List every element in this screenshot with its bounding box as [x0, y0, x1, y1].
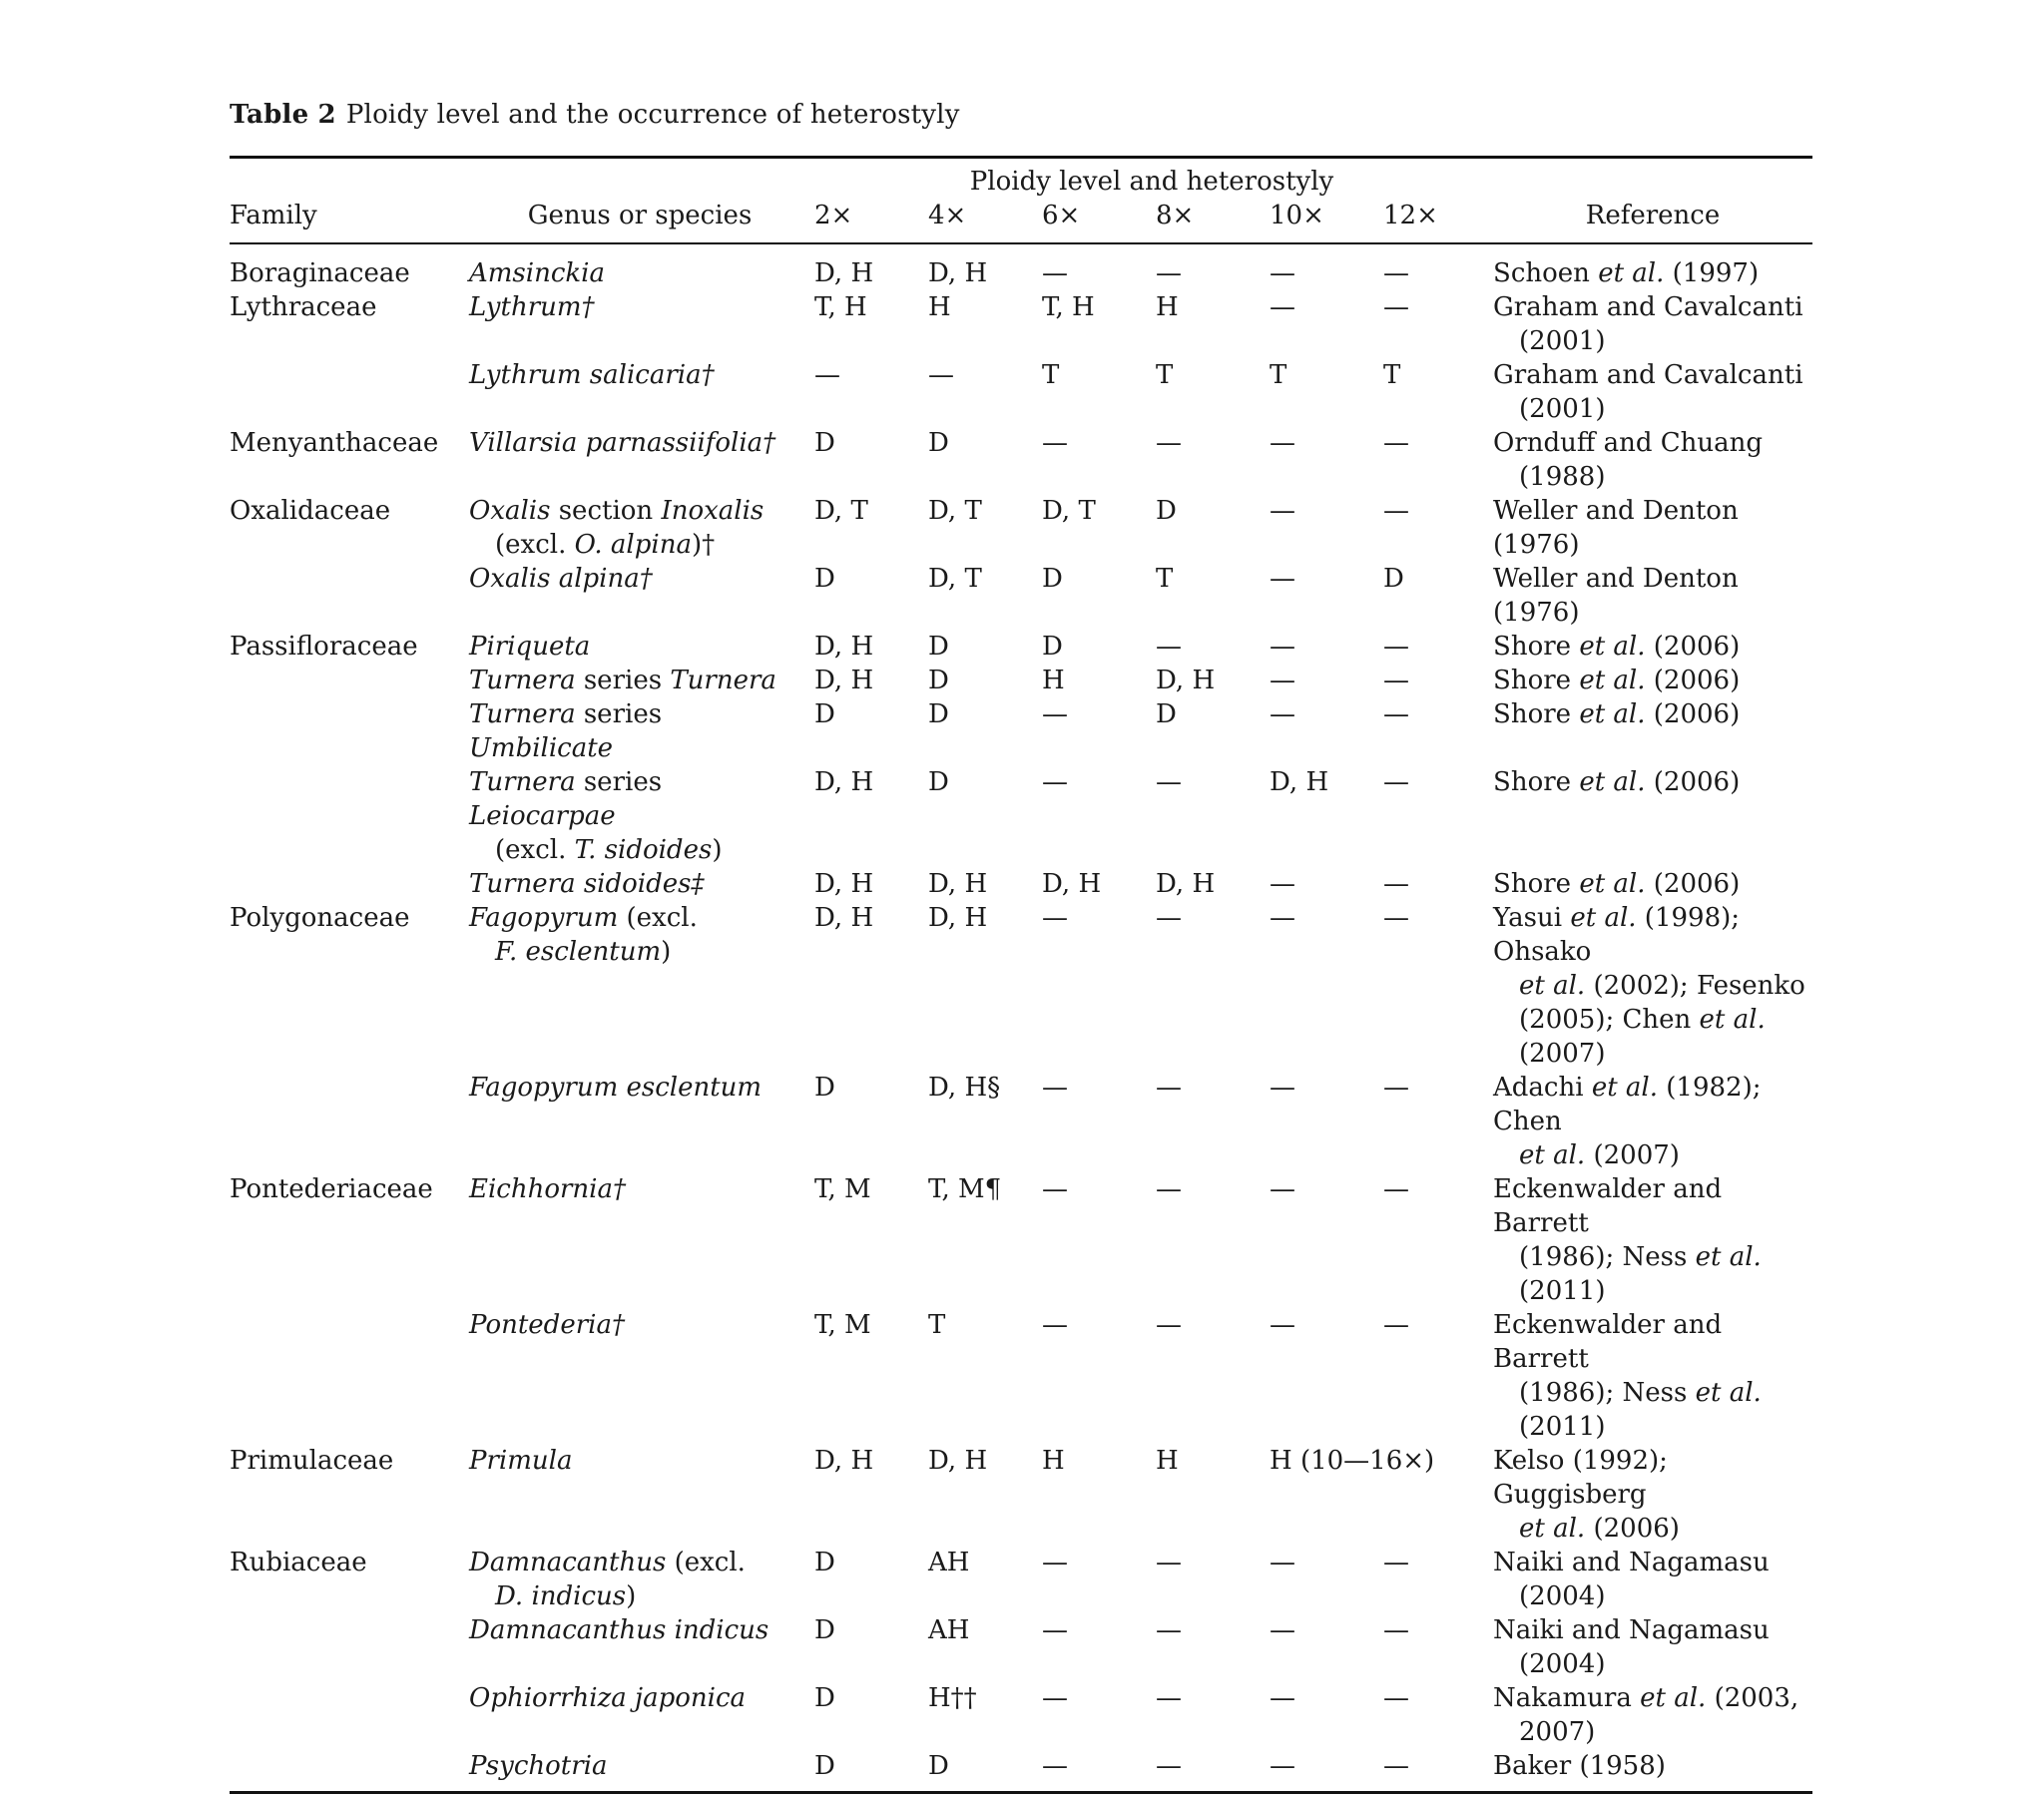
family-cell [230, 664, 469, 697]
ploidy-cell: — [1383, 767, 1409, 797]
family-cell: Pontederiaceae [230, 1174, 433, 1204]
ploidy-cell: D [814, 564, 835, 594]
ploidy-cell: — [1270, 1548, 1295, 1577]
ploidy-cell: — [1156, 428, 1182, 458]
reference-line: (1988) [1519, 462, 1606, 492]
reference-cell [1493, 358, 1812, 426]
reference-line: Adachi et al. (1982); Chen [1493, 1073, 1762, 1136]
ploidy-cell: — [1156, 1751, 1182, 1781]
header-ploidy-group: Ploidy level and heterostyly [969, 167, 1334, 197]
reference-cell [1493, 630, 1812, 664]
reference-line: (2004) [1519, 1581, 1606, 1611]
header-spacer [230, 159, 469, 199]
genus-line: (excl. T. sidoides) [495, 835, 723, 865]
family-cell [230, 1749, 469, 1791]
ploidy-cell: D, T [814, 496, 868, 526]
genus-line: Turnera series Leiocarpae [469, 767, 663, 831]
family-cell [230, 867, 469, 901]
genus-cell [469, 867, 810, 901]
ploidy-cell: D [814, 699, 835, 729]
ploidy-cell: D [928, 699, 949, 729]
ploidy-cell: T [1156, 564, 1174, 594]
ploidy-cell: D [814, 1615, 835, 1645]
genus-line: Primula [469, 1446, 573, 1476]
reference-line: Shore et al. (2006) [1493, 632, 1741, 662]
ploidy-cell: H (10—16×) [1270, 1446, 1435, 1476]
reference-line: (2005); Chen et al. (2007) [1519, 1005, 1766, 1069]
ploidy-cell: — [1270, 1073, 1295, 1103]
ploidy-cell: — [1270, 869, 1295, 899]
ploidy-cell: H [928, 292, 951, 322]
ploidy-cell: D [814, 1683, 835, 1713]
ploidy-cell: T [1156, 360, 1174, 390]
genus-cell [469, 562, 810, 630]
reference-cell [1493, 765, 1812, 867]
genus-cell [469, 901, 810, 1071]
ploidy-cell: D [1383, 564, 1404, 594]
ploidy-cell: D, T [928, 564, 982, 594]
header-genus: Genus or species [527, 201, 753, 230]
ploidy-cell: — [1042, 1751, 1068, 1781]
reference-line: Graham and Cavalcanti [1493, 292, 1803, 322]
reference-cell [1493, 426, 1812, 494]
ploidy-cell: — [1156, 1310, 1182, 1340]
ploidy-cell: D [1042, 564, 1063, 594]
ploidy-cell: — [1383, 1751, 1409, 1781]
table-row [230, 867, 1812, 901]
ploidy-cell: — [1156, 1615, 1182, 1645]
ploidy-cell: — [1042, 1548, 1068, 1577]
ploidy-cell: — [1156, 1683, 1182, 1713]
reference-line: Shore et al. (2006) [1493, 666, 1741, 695]
ploidy-cell: D, H [1156, 666, 1216, 695]
genus-line: F. esclentum) [495, 937, 672, 967]
ploidy-cell: AH [928, 1548, 970, 1577]
table-row [230, 426, 1812, 494]
genus-line: Damnacanthus indicus [469, 1615, 769, 1645]
reference-line: Weller and Denton (1976) [1493, 564, 1739, 628]
genus-line: D. indicus) [495, 1581, 637, 1611]
ploidy-table [230, 159, 1812, 1791]
genus-line: Ophiorrhiza japonica [469, 1683, 747, 1713]
reference-cell [1493, 1071, 1812, 1172]
ploidy-cell: D [1156, 496, 1177, 526]
genus-line: Fagopyrum esclentum [469, 1073, 763, 1103]
table-row [230, 765, 1812, 867]
ploidy-cell: D, H [814, 632, 874, 662]
ploidy-cell: T, M¶ [928, 1174, 1002, 1204]
header-10x: 10× [1270, 201, 1324, 230]
ploidy-cell: — [1270, 1683, 1295, 1713]
ploidy-cell: — [1383, 632, 1409, 662]
genus-cell [469, 1071, 810, 1172]
ploidy-cell: D, H [814, 869, 874, 899]
reference-cell [1493, 1546, 1812, 1613]
reference-line: Naiki and Nagamasu [1493, 1615, 1770, 1645]
ploidy-cell: D, H [928, 258, 988, 288]
ploidy-cell: D [814, 1751, 835, 1781]
reference-cell [1493, 1749, 1812, 1791]
reference-line: Yasui et al. (1998); Ohsako [1493, 903, 1741, 967]
ploidy-cell: — [1270, 564, 1295, 594]
reference-cell [1493, 494, 1812, 562]
genus-cell [469, 426, 810, 494]
genus-line: Lythrum† [469, 292, 595, 322]
header-2x: 2× [814, 201, 853, 230]
ploidy-cell: — [1156, 903, 1182, 933]
table-row [230, 290, 1812, 358]
reference-cell [1493, 697, 1812, 765]
ploidy-cell: — [1383, 666, 1409, 695]
ploidy-cell: T, H [814, 292, 867, 322]
ploidy-cell: — [1156, 632, 1182, 662]
reference-cell [1493, 562, 1812, 630]
ploidy-cell: D, H [928, 903, 988, 933]
ploidy-cell: D, H [1156, 869, 1216, 899]
reference-line: et al. (2007) [1519, 1140, 1680, 1170]
genus-cell [469, 1681, 810, 1749]
ploidy-cell: — [1270, 903, 1295, 933]
family-cell: Rubiaceae [230, 1548, 367, 1577]
reference-cell [1493, 867, 1812, 901]
genus-line: Amsinckia [469, 258, 605, 288]
ploidy-cell: — [1383, 428, 1409, 458]
ploidy-cell: T, H [1042, 292, 1095, 322]
ploidy-cell: D, H [1042, 869, 1102, 899]
reference-cell [1493, 1681, 1812, 1749]
reference-line: et al. (2006) [1519, 1514, 1680, 1544]
ploidy-cell: — [1042, 1683, 1068, 1713]
table-row [230, 664, 1812, 697]
ploidy-cell: D, H§ [928, 1073, 1001, 1103]
caption-title: Ploidy level and the occurrence of heterostyly [345, 100, 960, 130]
genus-cell [469, 358, 810, 426]
ploidy-cell: — [1383, 903, 1409, 933]
ploidy-cell: — [1042, 428, 1068, 458]
ploidy-cell: — [1042, 903, 1068, 933]
ploidy-cell: D [814, 428, 835, 458]
reference-line: et al. (2002); Fesenko [1519, 971, 1805, 1001]
table-row [230, 1546, 1812, 1613]
genus-line: Pontederia† [469, 1310, 625, 1340]
family-cell [230, 1308, 469, 1444]
ploidy-cell: — [1383, 699, 1409, 729]
ploidy-cell: T, M [814, 1174, 871, 1204]
ploidy-cell: D, H [814, 1446, 874, 1476]
ploidy-cell: D, T [1042, 496, 1096, 526]
ploidy-cell: — [1383, 496, 1409, 526]
ploidy-cell: — [928, 360, 954, 390]
ploidy-cell: — [1156, 767, 1182, 797]
genus-line: Turnera series Umbilicate [469, 699, 663, 763]
table-row [230, 1681, 1812, 1749]
ploidy-cell: — [1042, 1174, 1068, 1204]
reference-line: Baker (1958) [1493, 1751, 1666, 1781]
ploidy-cell: D [814, 1073, 835, 1103]
ploidy-cell: — [1270, 1615, 1295, 1645]
ploidy-cell: D [928, 632, 949, 662]
ploidy-cell: AH [928, 1615, 970, 1645]
table-row [230, 630, 1812, 664]
genus-cell [469, 1613, 810, 1681]
table-row [230, 244, 1812, 290]
ploidy-cell: D [1042, 632, 1063, 662]
ploidy-cell: — [1270, 292, 1295, 322]
ploidy-cell: — [1042, 699, 1068, 729]
ploidy-cell: D, H [928, 1446, 988, 1476]
genus-cell [469, 1172, 810, 1308]
family-cell [230, 1681, 469, 1749]
reference-line: 2007) [1519, 1717, 1596, 1747]
header-family: Family [230, 201, 317, 230]
ploidy-cell: D, H [814, 258, 874, 288]
reference-line: Eckenwalder and Barrett [1493, 1174, 1723, 1238]
ploidy-cell: — [1383, 1615, 1409, 1645]
ploidy-cell: T [1270, 360, 1287, 390]
genus-line: Damnacanthus (excl. [469, 1548, 746, 1577]
genus-cell [469, 697, 810, 765]
reference-line: Schoen et al. (1997) [1493, 258, 1760, 288]
family-cell: Primulaceae [230, 1446, 394, 1476]
genus-line: Turnera series Turnera [469, 666, 776, 695]
reference-cell [1493, 901, 1812, 1071]
ploidy-cell: — [1156, 1073, 1182, 1103]
header-reference: Reference [1585, 201, 1721, 230]
table-row [230, 901, 1812, 1071]
family-cell [230, 697, 469, 765]
genus-line: Villarsia parnassiifolia† [469, 428, 776, 458]
ploidy-cell: — [1383, 1310, 1409, 1340]
header-spacer [1493, 159, 1812, 199]
family-cell: Lythraceae [230, 292, 377, 322]
reference-cell [1493, 1444, 1812, 1546]
ploidy-cell: D, T [928, 496, 982, 526]
genus-cell [469, 1546, 810, 1613]
reference-line: Eckenwalder and Barrett [1493, 1310, 1723, 1374]
ploidy-cell: H [1042, 1446, 1065, 1476]
ploidy-cell: — [1156, 1548, 1182, 1577]
reference-line: (2001) [1519, 394, 1606, 424]
ploidy-cell: — [1270, 428, 1295, 458]
ploidy-cell: — [1383, 258, 1409, 288]
ploidy-cell: D, H [814, 767, 874, 797]
ploidy-cell: — [1270, 496, 1295, 526]
family-cell: Boraginaceae [230, 258, 410, 288]
genus-line: Turnera sidoides‡ [469, 869, 705, 899]
ploidy-cell: — [1383, 292, 1409, 322]
reference-cell [1493, 1172, 1812, 1308]
ploidy-cell: D [814, 1548, 835, 1577]
ploidy-cell: — [1270, 1174, 1295, 1204]
genus-line: (excl. O. alpina)† [495, 530, 716, 560]
caption-label: Table 2 [230, 100, 336, 130]
ploidy-cell: H [1156, 1446, 1179, 1476]
table-row [230, 697, 1812, 765]
reference-line: Weller and Denton (1976) [1493, 496, 1739, 560]
family-cell: Polygonaceae [230, 903, 410, 933]
reference-line: (1986); Ness et al. (2011) [1519, 1378, 1762, 1442]
ploidy-cell: D [928, 1751, 949, 1781]
table-row [230, 1071, 1812, 1172]
ploidy-cell: T [1383, 360, 1401, 390]
ploidy-cell: H [1156, 292, 1179, 322]
family-cell [230, 765, 469, 867]
genus-cell [469, 1749, 810, 1791]
ploidy-cell: T [928, 1310, 946, 1340]
ploidy-cell: T [1042, 360, 1060, 390]
reference-line: Graham and Cavalcanti [1493, 360, 1803, 390]
genus-line: Oxalis section Inoxalis [469, 496, 765, 526]
reference-cell [1493, 244, 1812, 290]
genus-cell [469, 1444, 810, 1546]
ploidy-cell: — [1270, 699, 1295, 729]
genus-cell [469, 630, 810, 664]
ploidy-cell: D [928, 767, 949, 797]
genus-line: Fagopyrum (excl. [469, 903, 698, 933]
table-row [230, 358, 1812, 426]
reference-line: (2004) [1519, 1649, 1606, 1679]
ploidy-cell: D [928, 666, 949, 695]
ploidy-cell: — [1042, 258, 1068, 288]
reference-line: (2001) [1519, 326, 1606, 356]
header-6x: 6× [1042, 201, 1081, 230]
table-body [230, 244, 1812, 1791]
ploidy-cell: D, H [814, 666, 874, 695]
family-cell [230, 1071, 469, 1172]
ploidy-cell: D, H [814, 903, 874, 933]
ploidy-cell: — [1042, 1615, 1068, 1645]
ploidy-cell: — [1383, 869, 1409, 899]
family-cell [230, 358, 469, 426]
ploidy-cell: — [1156, 258, 1182, 288]
reference-line: Shore et al. (2006) [1493, 767, 1741, 797]
ploidy-cell: D [1156, 699, 1177, 729]
reference-cell [1493, 664, 1812, 697]
family-cell: Oxalidaceae [230, 496, 391, 526]
genus-line: Lythrum salicaria† [469, 360, 715, 390]
reference-line: (1986); Ness et al. (2011) [1519, 1242, 1762, 1306]
family-cell [230, 562, 469, 630]
ploidy-cell: — [1270, 258, 1295, 288]
header-spacer [469, 159, 810, 199]
ploidy-cell: — [1156, 1174, 1182, 1204]
genus-cell [469, 664, 810, 697]
table-row [230, 1308, 1812, 1444]
family-cell: Passifloraceae [230, 632, 418, 662]
ploidy-cell: H [1042, 666, 1065, 695]
genus-line: Eichhornia† [469, 1174, 626, 1204]
reference-line: Kelso (1992); Guggisberg [1493, 1446, 1668, 1510]
header-12x: 12× [1383, 201, 1438, 230]
header-8x: 8× [1156, 201, 1195, 230]
ploidy-cell: H†† [928, 1683, 977, 1713]
ploidy-cell: — [1270, 1751, 1295, 1781]
family-cell: Menyanthaceae [230, 428, 439, 458]
genus-cell [469, 494, 810, 562]
reference-cell [1493, 290, 1812, 358]
reference-line: Naiki and Nagamasu [1493, 1548, 1770, 1577]
reference-line: Nakamura et al. (2003, [1493, 1683, 1799, 1713]
ploidy-cell: D, H [928, 869, 988, 899]
genus-cell [469, 290, 810, 358]
genus-cell [469, 765, 810, 867]
table-row [230, 562, 1812, 630]
reference-line: Shore et al. (2006) [1493, 699, 1741, 729]
reference-line: Shore et al. (2006) [1493, 869, 1741, 899]
ploidy-cell: — [1270, 632, 1295, 662]
ploidy-cell: — [1270, 666, 1295, 695]
table-caption [230, 100, 1812, 130]
ploidy-cell: D [928, 428, 949, 458]
reference-cell [1493, 1613, 1812, 1681]
genus-line: Psychotria [469, 1751, 608, 1781]
header-4x: 4× [928, 201, 967, 230]
table-figure [230, 100, 1812, 1794]
genus-cell [469, 1308, 810, 1444]
reference-cell [1493, 1308, 1812, 1444]
reference-line: Ornduff and Chuang [1493, 428, 1764, 458]
ploidy-cell: — [1383, 1548, 1409, 1577]
table-row [230, 1444, 1812, 1546]
genus-line: Oxalis alpina† [469, 564, 653, 594]
ploidy-cell: — [814, 360, 840, 390]
family-cell [230, 1613, 469, 1681]
genus-line: Piriqueta [469, 632, 591, 662]
ploidy-cell: — [1042, 1073, 1068, 1103]
ploidy-cell: D, H [1270, 767, 1329, 797]
ploidy-cell: — [1042, 767, 1068, 797]
ploidy-cell: — [1383, 1174, 1409, 1204]
ploidy-cell: — [1042, 1310, 1068, 1340]
genus-cell [469, 244, 810, 290]
table-row [230, 1749, 1812, 1791]
ploidy-cell: — [1270, 1310, 1295, 1340]
table-row [230, 494, 1812, 562]
table-row [230, 1613, 1812, 1681]
table-row [230, 1172, 1812, 1308]
ploidy-cell: — [1383, 1073, 1409, 1103]
ploidy-cell: T, M [814, 1310, 871, 1340]
ploidy-cell: — [1383, 1683, 1409, 1713]
